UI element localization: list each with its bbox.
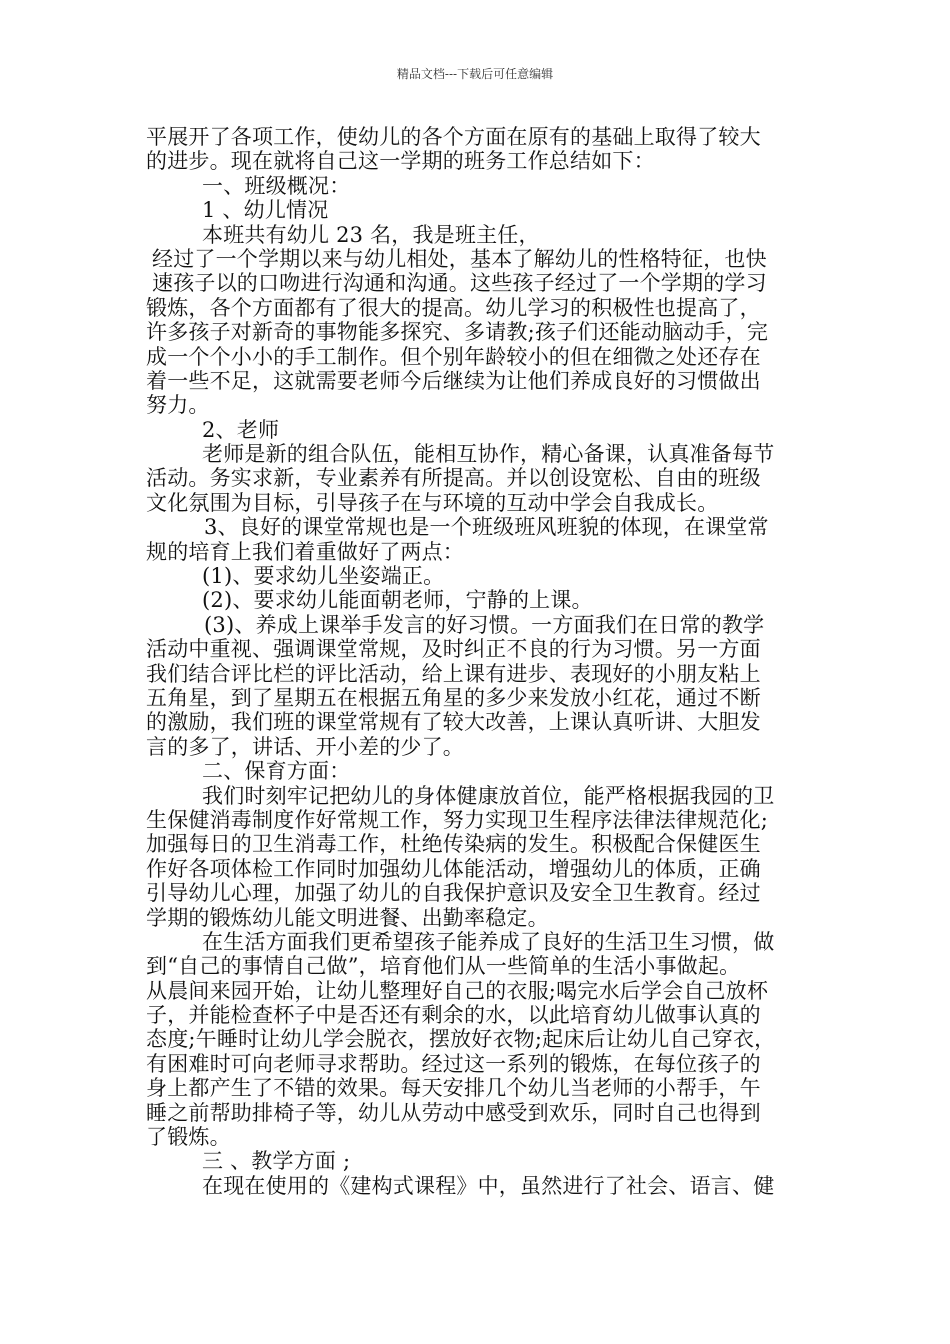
text-line: 有困难时可向老师寻求帮助。经过这一系列的锻炼，在每位孩子的 (146, 1051, 761, 1076)
text-line: 了锻炼。 (146, 1125, 231, 1150)
text-line: 到“自己的事情自己做”，培育他们从一些简单的生活小事做起。 (146, 954, 741, 979)
text-line: 规的培育上我们着重做好了两点： (146, 539, 464, 564)
text-line: 2、老师 (202, 417, 280, 442)
text-line: 身上都产生了不错的效果。每天安排几个幼儿当老师的小帮手，午 (146, 1076, 761, 1101)
text-line: 加强每日的卫生消毒工作，杜绝传染病的发生。积极配合保健医生 (146, 832, 761, 857)
text-line: 速孩子以的口吻进行沟通和沟通。这些孩子经过了一个学期的学习 (152, 271, 767, 296)
text-line: 在现在使用的《建构式课程》中，虽然进行了社会、语言、健 (202, 1173, 775, 1198)
text-line: 言的多了，讲话、开小差的少了。 (146, 734, 464, 759)
text-line: 生保健消毒制度作好常规工作，努力实现卫生程序法律法律规范化; (146, 807, 769, 832)
text-line: 我们结合评比栏的评比活动，给上课有进步、表现好的小朋友粘上 (146, 661, 761, 686)
text-line: 作好各项体检工作同时加强幼儿体能活动，增强幼儿的体质，正确 (146, 856, 761, 881)
text-line: 在生活方面我们更希望孩子能养成了良好的生活卫生习惯，做 (202, 929, 775, 954)
text-line: 锻炼，各个方面都有了很大的提高。幼儿学习的积极性也提高了， (146, 295, 761, 320)
text-line: 3、良好的课堂常规也是一个班级班风班貌的体现，在课堂常 (204, 515, 769, 540)
text-line: 文化氛围为目标，引导孩子在与环境的互动中学会自我成长。 (146, 490, 719, 515)
text-line: 1 、幼儿情况 (202, 198, 329, 223)
text-line: 努力。 (146, 393, 210, 418)
text-line: (1)、要求幼儿坐姿端正。 (202, 564, 445, 589)
text-line: 的进步。现在就将自己这一学期的班务工作总结如下： (146, 149, 655, 174)
text-line: 许多孩子对新奇的事物能多探究、多请教;孩子们还能动脑动手，完 (146, 320, 769, 345)
text-line: (2)、要求幼儿能面朝老师，宁静的上课。 (202, 588, 593, 613)
text-line: 五角星，到了星期五在根据五角星的多少来发放小红花，通过不断 (146, 685, 761, 710)
text-line: 睡之前帮助排椅子等，幼儿从劳动中感受到欢乐，同时自己也得到 (146, 1100, 761, 1125)
text-line: 活动中重视、强调课堂常规，及时纠正不良的行为习惯。另一方面 (146, 637, 761, 662)
text-line: 经过了一个学期以来与幼儿相处，基本了解幼儿的性格特征，也快 (152, 246, 767, 271)
page-header: 精品文档---下载后可任意编辑 (396, 67, 554, 81)
document-body (146, 125, 814, 1198)
text-line: 一、班级概况： (202, 173, 351, 198)
text-line: 成一个个小小的手工制作。但个别年龄较小的但在细微之处还存在 (146, 344, 761, 369)
text-line: 二、保育方面： (202, 759, 351, 784)
text-line: 活动。务实求新，专业素养有所提高。并以创设宽松、自由的班级 (146, 466, 761, 491)
text-line: 本班共有幼儿 23 名，我是班主任， (202, 222, 540, 247)
text-line: 从晨间来园开始，让幼儿整理好自己的衣服;喝完水后学会自己放杯 (146, 978, 769, 1003)
text-line: 引导幼儿心理，加强了幼儿的自我保护意识及安全卫生教育。经过 (146, 881, 761, 906)
text-line: (3)、养成上课举手发言的好习惯。一方面我们在日常的教学 (204, 612, 765, 637)
text-line: 子，并能检查杯子中是否还有剩余的水，以此培育幼儿做事认真的 (146, 1003, 761, 1028)
text-line: 老师是新的组合队伍，能相互协作，精心备课，认真准备每节 (202, 442, 775, 467)
text-line: 着一些不足，这就需要老师今后继续为让他们养成良好的习惯做出 (146, 368, 761, 393)
text-line: 态度;午睡时让幼儿学会脱衣，摆放好衣物;起床后让幼儿自己穿衣， (146, 1027, 776, 1052)
text-line: 三 、教学方面 ; (202, 1149, 351, 1174)
text-line: 平展开了各项工作，使幼儿的各个方面在原有的基础上取得了较大 (146, 125, 761, 149)
text-line: 的激励，我们班的课堂常规有了较大改善，上课认真听讲、大胆发 (146, 710, 761, 735)
text-line: 我们时刻牢记把幼儿的身体健康放首位，能严格根据我园的卫 (202, 783, 775, 808)
text-line: 学期的锻炼幼儿能文明进餐、出勤率稳定。 (146, 905, 549, 930)
